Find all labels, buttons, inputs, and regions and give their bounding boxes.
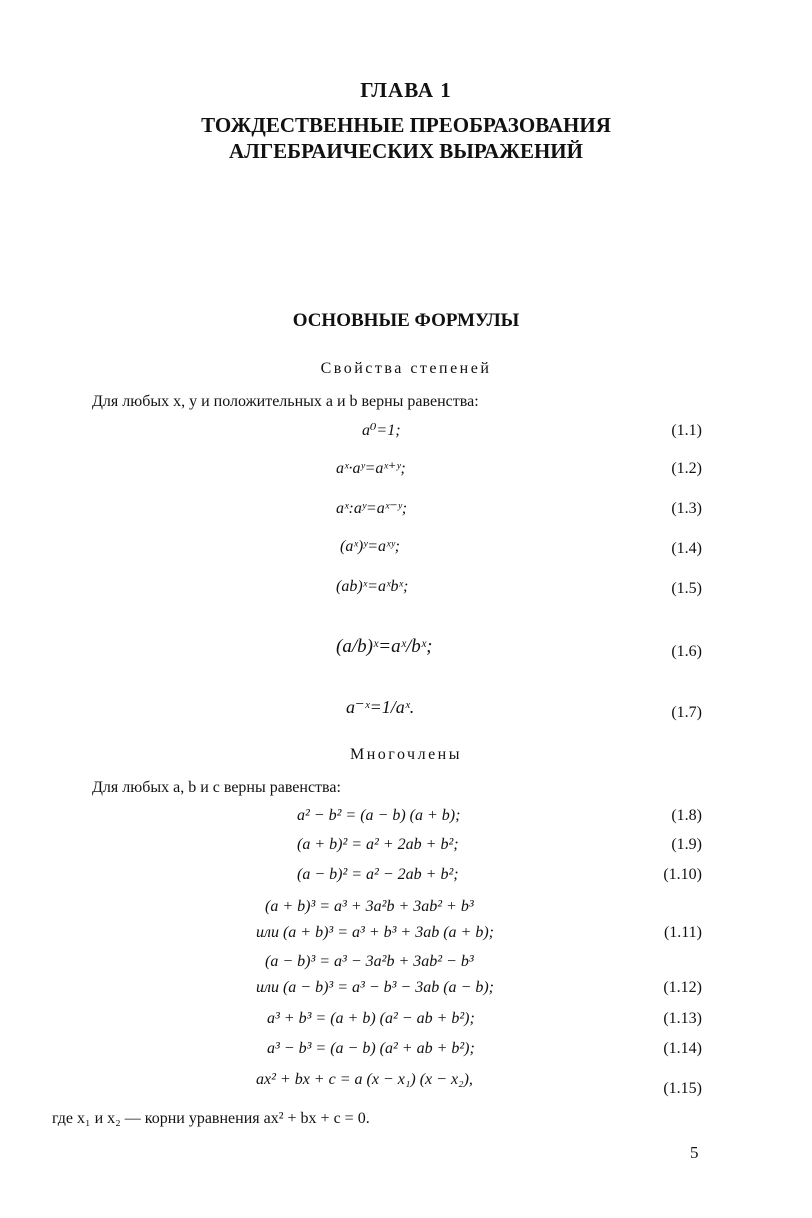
- formula-number-1-15: (1.15): [663, 1080, 702, 1097]
- formula-1-3: aˣ:aʸ=aˣ⁻ʸ;: [336, 500, 408, 517]
- formula-1-12-line2: или (a − b)³ = a³ − b³ − 3ab (a − b);: [256, 979, 494, 996]
- formula-1-9: (a + b)² = a² + 2ab + b²;: [297, 836, 459, 853]
- formula-number-1-4: (1.4): [671, 540, 702, 557]
- formula-number-1-11: (1.11): [663, 924, 702, 941]
- formula-1-11-line2: или (a + b)³ = a³ + b³ + 3ab (a + b);: [256, 924, 494, 941]
- formula-1-2: aˣ·aʸ=aˣ⁺ʸ;: [336, 460, 406, 477]
- chapter-title-line2: АЛГЕБРАИЧЕСКИХ ВЫРАЖЕНИЙ: [229, 139, 583, 163]
- formula-number-1-9: (1.9): [671, 836, 702, 853]
- formula-1-10: (a − b)² = a² − 2ab + b²;: [297, 866, 459, 883]
- formula-number-1-14: (1.14): [663, 1040, 702, 1057]
- chapter-label: ГЛАВА 1: [360, 78, 452, 102]
- formula-1-14: a³ − b³ = (a − b) (a² + ab + b²);: [267, 1040, 475, 1057]
- chapter-title: [0, 112, 812, 164]
- formula-number-1-8: (1.8): [671, 807, 702, 824]
- formula-1-13: a³ + b³ = (a + b) (a² − ab + b²);: [267, 1010, 475, 1027]
- page-number: 5: [690, 1143, 699, 1162]
- formula-number-1-3: (1.3): [671, 500, 702, 517]
- formula-1-7: a⁻ˣ=1/aˣ.: [346, 697, 415, 717]
- formula-1-8: a² − b² = (a − b) (a + b);: [297, 807, 461, 824]
- formula-number-1-2: (1.2): [671, 460, 702, 477]
- formula-number-1-6: (1.6): [671, 643, 702, 660]
- formula-number-1-13: (1.13): [663, 1010, 702, 1027]
- polynomials-intro: Для любых a, b и c верны равенства:: [92, 779, 341, 796]
- formula-number-1-5: (1.5): [671, 580, 702, 597]
- formula-1-4: (aˣ)ʸ=aˣʸ;: [340, 538, 400, 555]
- subsection-polynomials-heading: Многочлены: [350, 746, 462, 763]
- formula-1-15: ax² + bx + c = a (x − x₁) (x − x₂),: [256, 1071, 473, 1088]
- formula-1-6: (a/b)ˣ=aˣ/bˣ;: [336, 636, 433, 657]
- formula-number-1-7: (1.7): [671, 704, 702, 721]
- formula-1-1: a⁰=1;: [362, 422, 401, 439]
- chapter-title-line1: ТОЖДЕСТВЕННЫЕ ПРЕОБРАЗОВАНИЯ: [201, 113, 611, 137]
- formula-number-1-10: (1.10): [663, 866, 702, 883]
- formula-1-11-line1: (a + b)³ = a³ + 3a²b + 3ab² + b³: [265, 898, 474, 915]
- formula-1-5: (ab)ˣ=aˣbˣ;: [336, 578, 409, 595]
- powers-intro: Для любых x, y и положительных a и b верны равенства:: [92, 393, 479, 410]
- formula-number-1-1: (1.1): [671, 422, 702, 439]
- formula-1-12-line1: (a − b)³ = a³ − 3a²b + 3ab² − b³: [265, 953, 474, 970]
- polynomials-footer: где x₁ и x₂ — корни уравнения ax² + bx + c = 0.: [52, 1110, 370, 1127]
- formula-number-1-12: (1.12): [663, 979, 702, 996]
- section-heading: ОСНОВНЫЕ ФОРМУЛЫ: [292, 310, 520, 331]
- subsection-powers-heading: Свойства степеней: [320, 360, 492, 377]
